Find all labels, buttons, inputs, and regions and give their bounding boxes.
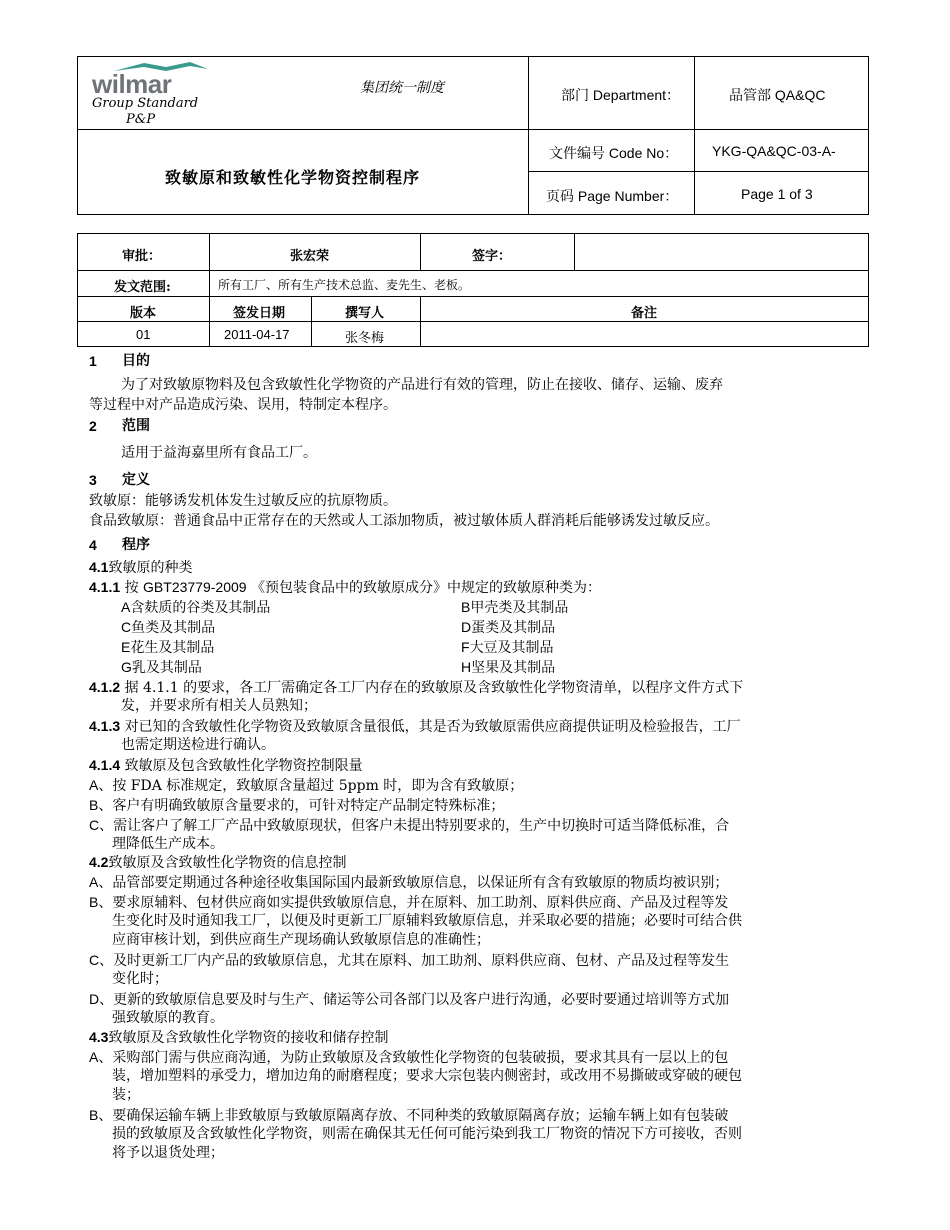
col-author: 撰写人	[345, 306, 385, 321]
category-g: G乳及其制品	[121, 659, 202, 676]
section-4-1-2-line2: 发，并要求所有相关人员熟知；	[121, 698, 317, 714]
header-table	[77, 56, 869, 215]
author-value: 张冬梅	[345, 331, 385, 346]
section-4-num: 4	[89, 537, 97, 553]
section-4-3-b-line3: 将予以退货处理；	[112, 1145, 224, 1161]
section-4-3-a-line3: 装；	[112, 1087, 140, 1103]
section-1-title: 目的	[122, 353, 150, 369]
section-4-3: 4.3致敏原及含致敏性化学物资的接收和储存控制	[89, 1029, 389, 1046]
section-4-1-3-line1: 4.1.3 对已知的含致敏性化学物资及致敏原含量很低，其是否为致敏原需供应商提供证明及检验报告，工厂	[89, 718, 741, 735]
approver-name: 张宏荣	[290, 249, 330, 264]
section-4-2-d-line1: D、更新的致敏原信息要及时与生产、储运等公司各部门以及客户进行沟通，必要时要通过培训等方式加	[89, 991, 730, 1008]
dept-value: 品管部 QA&QC	[729, 87, 826, 103]
section-2-num: 2	[89, 418, 97, 434]
category-c: C鱼类及其制品	[121, 619, 216, 636]
category-b: B甲壳类及其制品	[461, 599, 569, 616]
category-a: A含麸质的谷类及其制品	[121, 599, 271, 616]
scope-label: 发文范围:	[114, 280, 171, 295]
category-e: E花生及其制品	[121, 639, 215, 656]
section-4-3-b-line1: B、要确保运输车辆上非致敏原与致敏原隔离存放、不同种类的致敏原隔离存放；运输车辆上如有包装破	[89, 1107, 729, 1124]
section-4-3-a-line1: A、采购部门需与供应商沟通，为防止致敏原及含致敏性化学物资的包装破损，要求其具有一层以上的包	[89, 1049, 729, 1066]
section-4-1-2-line1: 4.1.2 据 4.1.1 的要求，各工厂需确定各工厂内存在的致敏原及含致敏性化学物资清单，以程序文件方式下	[89, 679, 744, 696]
section-4-2-a: A、品管部要定期通过各种途径收集国际国内最新致敏原信息，以保证所有含有致敏原的物质均被识别；	[89, 874, 729, 891]
logo-word: wilmar	[92, 69, 172, 99]
section-4-2-c-line1: C、及时更新工厂内产品的致敏原信息，尤其在原料、加工助剂、原料供应商、包材、产品及过程等发生	[89, 952, 730, 969]
col-date: 签发日期	[233, 306, 286, 321]
category-h: H坚果及其制品	[461, 659, 556, 676]
section-1-para-line2: 等过程中对产品造成污染、误用，特制定本程序。	[89, 397, 397, 413]
section-4-2: 4.2致敏原及含致敏性化学物资的信息控制	[89, 854, 347, 871]
category-d: D蛋类及其制品	[461, 619, 556, 636]
section-4-1-4-a: A、按 FDA 标准规定，致敏原含量超过 5ppm 时，即为含有致敏原；	[89, 777, 524, 794]
section-4-2-c-line2: 变化时；	[112, 971, 168, 987]
section-3-num: 3	[89, 472, 97, 488]
section-3-title: 定义	[122, 472, 150, 488]
section-1-para-line1: 为了对致敏原物料及包含致敏性化学物资的产品进行有效的管理，防止在接收、储存、运输、废弃	[121, 377, 723, 393]
approve-label: 审批：	[122, 249, 162, 264]
page-number-label: 页码 Page Number：	[546, 188, 679, 204]
approval-table	[77, 233, 869, 347]
section-2-para: 适用于益海嘉里所有食品工厂。	[121, 445, 317, 461]
group-standard-label: Group Standard	[92, 96, 199, 111]
section-4-2-b-line3: 应商审核计划，到供应商生产现场确认致敏原信息的准确性；	[112, 932, 490, 948]
section-4-1-4-c-line1: C、需让客户了解工厂产品中致敏原现状，但客户未提出特别要求的，生产中切换时可适当降低标准，合	[89, 817, 730, 834]
system-label: 集团统一制度	[360, 80, 444, 96]
section-4-3-b-line2: 损的致敏原及含致敏性化学物资，则需在确保其无任何可能污染到我工厂物资的情况下方可接收，否则	[112, 1126, 742, 1142]
section-4-1-4-c-line2: 理降低生产成本。	[112, 836, 224, 852]
section-4-1-4: 4.1.4 致敏原及包含致敏性化学物资控制限量	[89, 757, 363, 774]
section-4-3-a-line2: 装，增加塑料的承受力，增加边角的耐磨程度；要求大宗包装内侧密封，或改用不易撕破或穿破的硬包	[112, 1068, 742, 1084]
section-4-1-3-line2: 也需定期送检进行确认。	[121, 737, 275, 753]
col-note: 备注	[631, 306, 658, 321]
category-f: F大豆及其制品	[461, 639, 554, 656]
section-4-2-d-line2: 强致敏原的教育。	[112, 1010, 224, 1026]
code-value: YKG-QA&QC-03-A-	[712, 143, 836, 159]
section-4-2-b-line1: B、要求原辅料、包材供应商如实提供致敏原信息，并在原料、加工助剂、原料供应商、产品及过程等发	[89, 894, 729, 911]
section-4-1-4-b: B、客户有明确致敏原含量要求的，可针对特定产品制定特殊标准；	[89, 797, 505, 814]
section-4-1-1: 4.1.1 按 GBT23779-2009 《预包装食品中的致敏原成分》中规定的致敏原种类为：	[89, 579, 602, 596]
version-value: 01	[136, 327, 151, 342]
section-4-title: 程序	[122, 537, 150, 553]
section-4-2-b-line2: 生变化时及时通知我工厂，以便及时更新工厂原辅料致敏原信息，并采取必要的措施；必要时可结合供	[112, 913, 742, 929]
document-title: 致敏原和致敏性化学物资控制程序	[165, 168, 421, 187]
definition-allergen: 致敏原：能够诱发机体发生过敏反应的抗原物质。	[89, 493, 397, 509]
page-number-value: Page 1 of 3	[741, 186, 813, 202]
section-1-num: 1	[89, 353, 97, 369]
date-value: 2011-04-17	[224, 327, 290, 342]
sign-label: 签字：	[472, 249, 512, 264]
scope-value: 所有工厂、所有生产技术总监、麦先生、老板。	[218, 278, 471, 292]
section-2-title: 范围	[122, 418, 150, 434]
section-4-1: 4.1致敏原的种类	[89, 559, 193, 576]
dept-label: 部门 Department：	[561, 87, 681, 103]
col-version: 版本	[130, 306, 157, 321]
definition-food-allergen: 食品致敏原：普通食品中正常存在的天然或人工添加物质，被过敏体质人群消耗后能够诱发过敏反应。	[89, 513, 719, 529]
code-label: 文件编号 Code No：	[549, 145, 679, 161]
pp-label: P&P	[126, 112, 156, 127]
